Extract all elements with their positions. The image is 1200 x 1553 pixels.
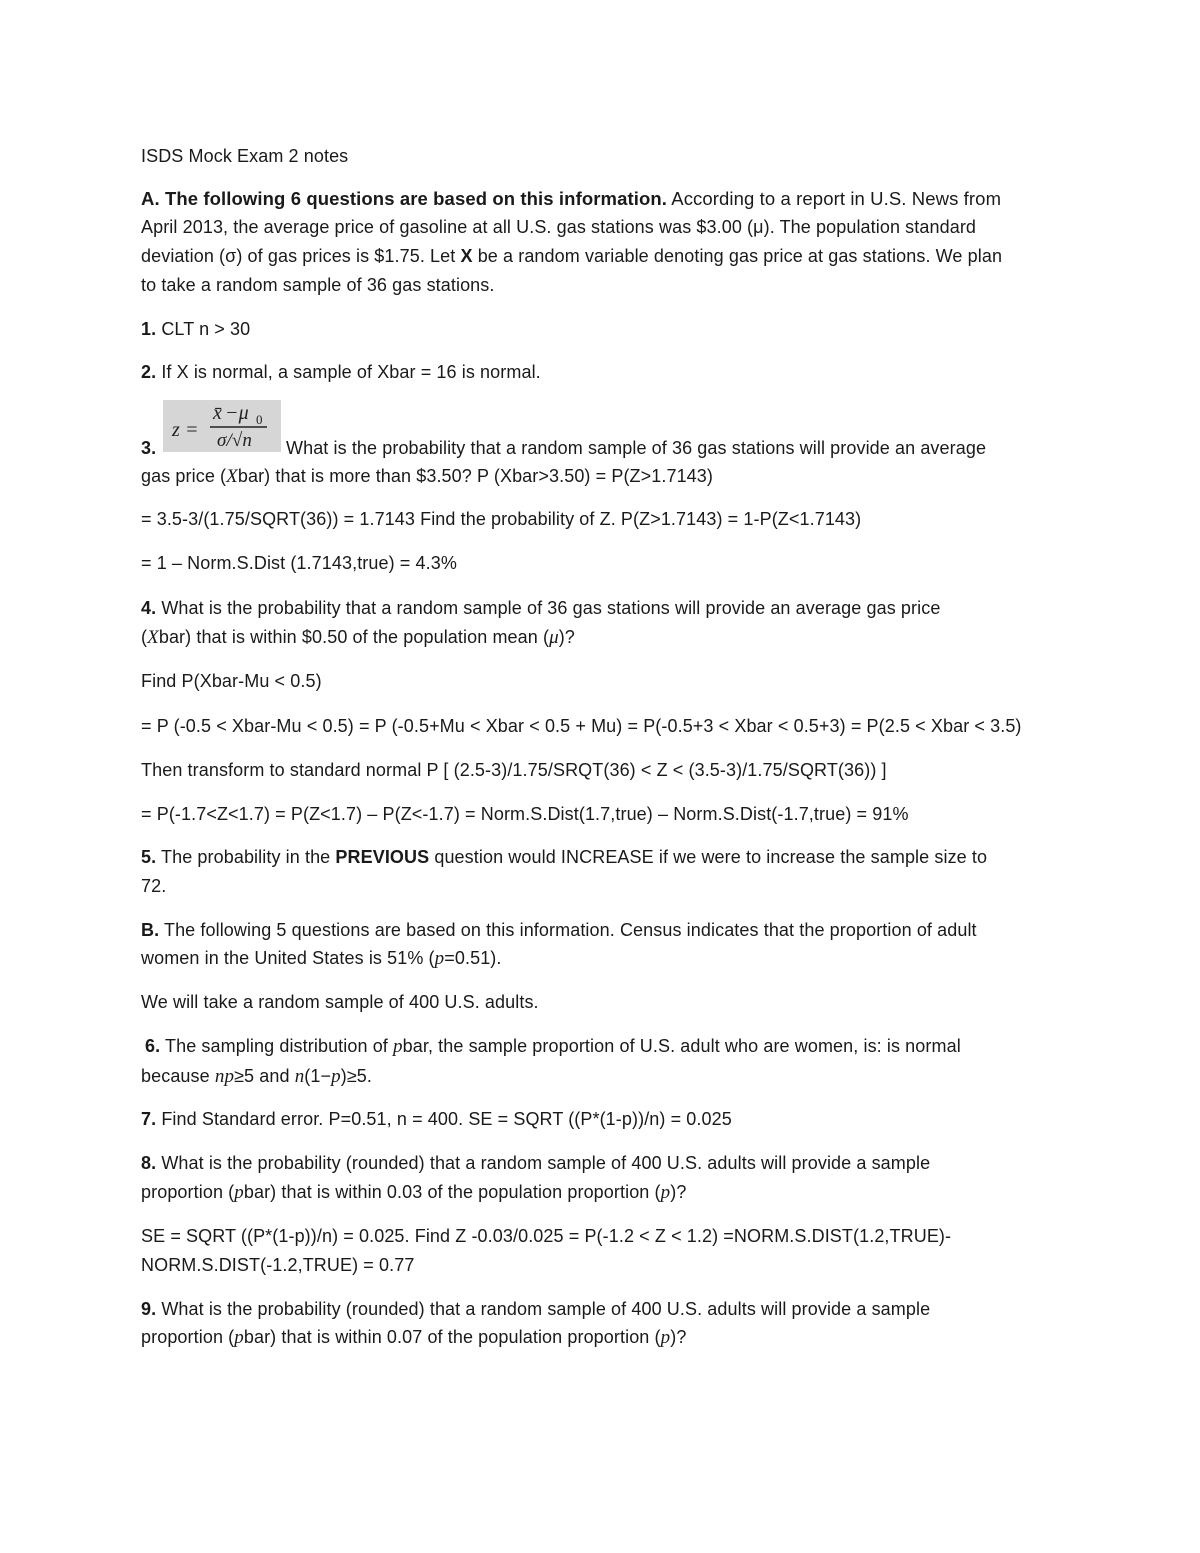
variable-p: p [393,1036,403,1057]
formula-numerator-xbar: x̄ [213,402,222,424]
question-3-line-3: = 3.5-3/(1.75/SQRT(36)) = 1.7143 Find the probability of Z. P(Z>1.7143) = 1-P(Z<1.7143) [141,509,862,529]
question-text: bar, the sample proportion of U.S. adult who are women, is: is normal [402,1036,961,1056]
question-text: If X is normal, a sample of Xbar = 16 is normal. [156,362,541,382]
question-text: )? [558,627,575,647]
section-a-line-1 [141,185,1001,214]
question-8-line-3: SE = SQRT ((P*(1-p))/n) = 0.025. Find Z -0.03/0.025 = P(-1.2 < Z < 1.2) =NORM.S.DIST(1.2,TRUE)- [141,1226,952,1246]
question-2 [141,358,541,387]
question-number: 7. [141,1109,157,1129]
question-4-line-3: Find P(Xbar-Mu < 0.5) [141,671,322,691]
question-text: because [141,1066,215,1086]
question-4-line-6: = P(-1.7<Z<1.7) = P(Z<1.7) – P(Z<-1.7) = Norm.S.Dist(1.7,true) – Norm.S.Dist(-1.7,true) = 91% [141,804,909,824]
question-text: bar) that is more than $3.50? P (Xbar>3.50) = P(Z>1.7143) [237,466,714,486]
question-text: bar) that is within $0.50 of the population mean ( [158,627,550,647]
question-text: proportion ( [141,1182,235,1202]
section-b-line-2 [141,944,502,974]
question-4-line-5: Then transform to standard normal P [ (2.5-3)/1.75/SRQT(36) < Z < (3.5-3)/1.75/SQRT(36)) ] [141,760,887,780]
section-b-line-3: We will take a random sample of 400 U.S. adults. [141,992,539,1012]
variable-x: X [226,466,238,487]
section-b-text: The following 5 questions are based on this information. Census indicates that the proportion of adult [159,920,977,940]
question-text: What is the probability that a random sample of 36 gas stations will provide an average gas price [156,598,941,618]
question-6-line-1 [145,1032,961,1062]
question-8-line-4: NORM.S.DIST(-1.2,TRUE) = 0.77 [141,1255,415,1275]
variable-p: p [234,1182,244,1203]
question-text: What is the probability (rounded) that a random sample of 400 U.S. adults will provide a sample [156,1153,931,1173]
question-text: gas price ( [141,466,227,486]
question-text: question would INCREASE if we were to increase the sample size to [429,847,988,867]
question-5-line-1 [141,843,987,872]
question-text: The sampling distribution of [160,1036,394,1056]
formula-lhs: z = [172,419,199,441]
emphasis-previous: PREVIOUS [335,847,430,867]
section-a-label: A. [141,188,160,209]
question-text: What is the probability (rounded) that a random sample of 400 U.S. adults will provide a sample [156,1299,931,1319]
question-number: 9. [141,1299,157,1319]
question-3-line-4: = 1 – Norm.S.Dist (1.7143,true) = 4.3% [141,553,457,573]
section-b-text: =0.51). [444,948,502,968]
question-number: 4. [141,598,157,618]
question-text: ≥5 and [234,1066,295,1086]
section-a-text: deviation (σ) of gas prices is $1.75. Let [141,246,461,266]
question-number: 6. [145,1036,161,1056]
question-9-line-2 [141,1323,686,1353]
question-4-line-1 [141,594,940,623]
variable-x: X [147,627,159,648]
variable-n: n [294,1066,305,1087]
formula-numerator-rest: −μ [225,402,249,424]
question-9-line-1 [141,1295,930,1324]
question-text: bar) that is within 0.07 of the population proportion ( [243,1327,661,1347]
section-b-label: B. [141,920,160,940]
question-4-line-2 [141,623,575,653]
question-text: proportion ( [141,1327,235,1347]
question-8-line-2 [141,1178,686,1208]
variable-p: p [660,1182,671,1203]
question-text: ( [141,627,148,647]
question-6-line-2 [141,1062,372,1092]
section-a-line-3 [141,242,1002,271]
section-b-text: women in the United States is 51% ( [141,948,435,968]
section-a-line-4: to take a random sample of 36 gas stations. [141,275,495,295]
question-text: bar) that is within 0.03 of the population proportion ( [243,1182,661,1202]
section-a-lead: The following 6 questions are based on this information. [164,188,668,209]
section-b-line-1 [141,916,977,945]
formula-denominator: σ/√n [217,430,252,451]
formula-numerator-subscript: 0 [256,412,263,427]
question-text: Find Standard error. P=0.51, n = 400. SE = SQRT ((P*(1-p))/n) = 0.025 [156,1109,732,1129]
question-3-line-2 [141,462,713,492]
z-formula-graphic [163,400,281,452]
question-text: )? [670,1327,687,1347]
question-3 [141,434,156,463]
section-a-text: be a random variable denoting gas price at gas stations. We plan [472,246,1003,266]
question-number: 5. [141,847,157,867]
z-formula-image [163,400,281,452]
variable-np: np [214,1066,235,1087]
variable-p: p [434,948,445,969]
variable-p: p [660,1327,671,1348]
question-text: (1− [304,1066,332,1086]
variable-x: X [460,246,473,266]
variable-p: p [331,1066,341,1087]
section-a-line-2: April 2013, the average price of gasoline at all U.S. gas stations was $3.00 (μ). The population standard [141,217,977,237]
document-title: ISDS Mock Exam 2 notes [141,146,349,166]
question-number: 3. [141,438,157,458]
variable-p: p [234,1327,244,1348]
question-1 [141,315,250,344]
question-5-line-2: 72. [141,876,167,896]
question-4-line-4: = P (-0.5 < Xbar-Mu < 0.5) = P (-0.5+Mu < Xbar < 0.5 + Mu) = P(-0.5+3 < Xbar < 0.5+3) = P(2.5 < Xbar < 3.5) [141,716,1022,736]
question-number: 8. [141,1153,157,1173]
question-text: )? [670,1182,687,1202]
question-text: CLT n > 30 [156,319,251,339]
question-text: The probability in the [156,847,336,867]
question-3-line-1: What is the probability that a random sample of 36 gas stations will provide an average [286,438,987,458]
variable-mu: μ [549,627,559,648]
question-text: )≥5. [340,1066,373,1086]
section-a-text: According to a report in U.S. News from [671,188,1002,209]
question-8-line-1 [141,1149,930,1178]
question-number: 2. [141,362,157,382]
question-number: 1. [141,319,157,339]
question-7 [141,1105,732,1134]
